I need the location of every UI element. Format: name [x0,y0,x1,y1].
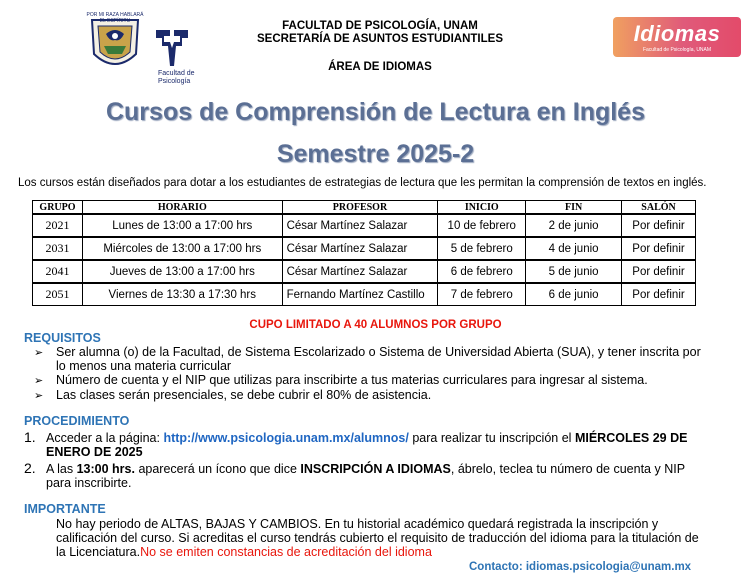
procedimiento-heading: PROCEDIMIENTO [24,414,130,428]
cell-horario: Lunes de 13:00 a 17:00 hrs [82,214,282,237]
cell-fin: 4 de junio [526,237,622,260]
bullet-arrow-icon: ➢ [34,347,44,359]
cell-horario: Miércoles de 13:00 a 17:00 hrs [82,237,282,260]
table-row [33,260,696,283]
cupo-notice: CUPO LIMITADO A 40 ALUMNOS POR GRUPO [249,319,502,331]
table-row [33,214,696,237]
cell-grupo: 2041 [33,260,83,283]
idiomas-logo [613,17,741,57]
cell-salon: Por definir [622,260,696,283]
cell-inicio: 6 de febrero [438,260,526,283]
importante-line3 [56,545,432,559]
cell-inicio: 7 de febrero [438,283,526,306]
cell-profesor: César Martínez Salazar [282,237,438,260]
cell-salon: Por definir [622,283,696,306]
registration-date-b: ENERO DE 2025 [46,445,143,459]
bullet-arrow-icon: ➢ [34,390,44,402]
cell-horario: Viernes de 13:30 a 17:30 hrs [82,283,282,306]
cell-grupo: 2051 [33,283,83,306]
header-inicio: INICIO [438,201,526,215]
cell-salon: Por definir [622,214,696,237]
step-2-mid: aparecerá un ícono que dice [138,462,297,476]
bullet-arrow-icon: ➢ [34,375,44,387]
requisitos-heading: REQUISITOS [24,331,101,345]
header-horario: HORARIO [82,201,282,215]
cell-grupo: 2021 [33,214,83,237]
requisito-1-line2: lo menos una materia curricular [56,359,232,373]
table-header-row [33,201,696,215]
step-2-line1 [46,462,736,476]
step-1-mid: para realizar tu inscripción el [412,431,572,445]
faculty-logo [152,26,212,84]
step-2-line2: para inscribirte. [46,476,132,490]
no-certificates-notice: No se emiten constancias de acreditación del idioma [140,545,432,559]
institution-name: FACULTAD DE PSICOLOGÍA, UNAM [282,20,478,32]
cell-profesor: Fernando Martínez Castillo [282,283,438,306]
cell-grupo: 2031 [33,237,83,260]
step-1-number: 1. [24,429,36,445]
unam-motto: POR MI RAZA HABLARÁ EL ESPÍRITU [86,12,144,24]
step-2-number: 2. [24,460,36,476]
course-title: Cursos de Comprensión de Lectura en Inglés [105,98,645,126]
faculty-logo-text: Facultad de Psicología [158,70,195,85]
step-2-pre: A las [46,462,74,476]
header-fin: FIN [526,201,622,215]
cell-horario: Jueves de 13:00 a 17:00 hrs [82,260,282,283]
step-1-pre: Acceder a la página: [46,431,160,445]
importante-heading: IMPORTANTE [24,502,106,516]
step-2-time: 13:00 hrs. [76,462,135,476]
requisito-2: Número de cuenta y el NIP que utilizas para inscribirte a tus materias curriculares para ingresar al sistema. [56,373,648,387]
schedule-table [32,200,696,306]
idiomas-logo-sub: Facultad de Psicología, UNAM [642,47,712,53]
registration-link[interactable]: http://www.psicologia.unam.mx/alumnos/ [163,431,409,445]
cell-profesor: César Martínez Salazar [282,260,438,283]
area-name: ÁREA DE IDIOMAS [328,61,432,73]
unam-seal-logo [86,12,144,76]
idiomas-logo-word: Idiomas [633,21,721,46]
cell-fin: 6 de junio [526,283,622,306]
registration-date-a: MIÉRCOLES 29 DE [574,431,688,445]
cell-profesor: César Martínez Salazar [282,214,438,237]
header-grupo: GRUPO [33,201,83,215]
cell-inicio: 5 de febrero [438,237,526,260]
importante-line1: No hay periodo de ALTAS, BAJAS Y CAMBIOS. En tu historial académico quedará registrada la inscripción y [56,517,659,531]
step-2-icon-name: INSCRIPCIÓN A IDIOMAS [300,462,451,476]
cell-inicio: 10 de febrero [438,214,526,237]
header-profesor: PROFESOR [282,201,438,215]
step-2-post: , ábrelo, teclea tu número de cuenta y NIP [450,462,686,476]
contact-email[interactable]: Contacto: idiomas.psicologia@unam.mx [469,561,692,573]
secretariat-name: SECRETARÍA DE ASUNTOS ESTUDIANTILES [257,33,503,45]
step-1-line1 [46,431,726,445]
table-row [33,283,696,306]
requisito-1-line1: Ser alumna (o) de la Facultad, de Sistema Escolarizado o Sistema de Universidad Abierta (SUA), y tener inscrita por [56,345,701,359]
requisito-3: Las clases serán presenciales, se debe cubrir el 80% de asistencia. [56,388,432,402]
importante-line2: calificación del curso. Si acreditas el curso tendrás cubierto el requisito de traducción del idioma para la titulación de [56,531,699,545]
cell-salon: Por definir [622,237,696,260]
table-row [33,237,696,260]
cell-fin: 5 de junio [526,260,622,283]
intro-text: Los cursos están diseñados para dotar a los estudiantes de estrategias de lectura que les permitan la comprensión de textos en inglés. [18,177,707,189]
cell-fin: 2 de junio [526,214,622,237]
importante-line3-a: la Licenciatura. [56,545,141,559]
semester-title: Semestre 2025-2 [276,140,475,168]
header-salon: SALÓN [622,201,696,215]
